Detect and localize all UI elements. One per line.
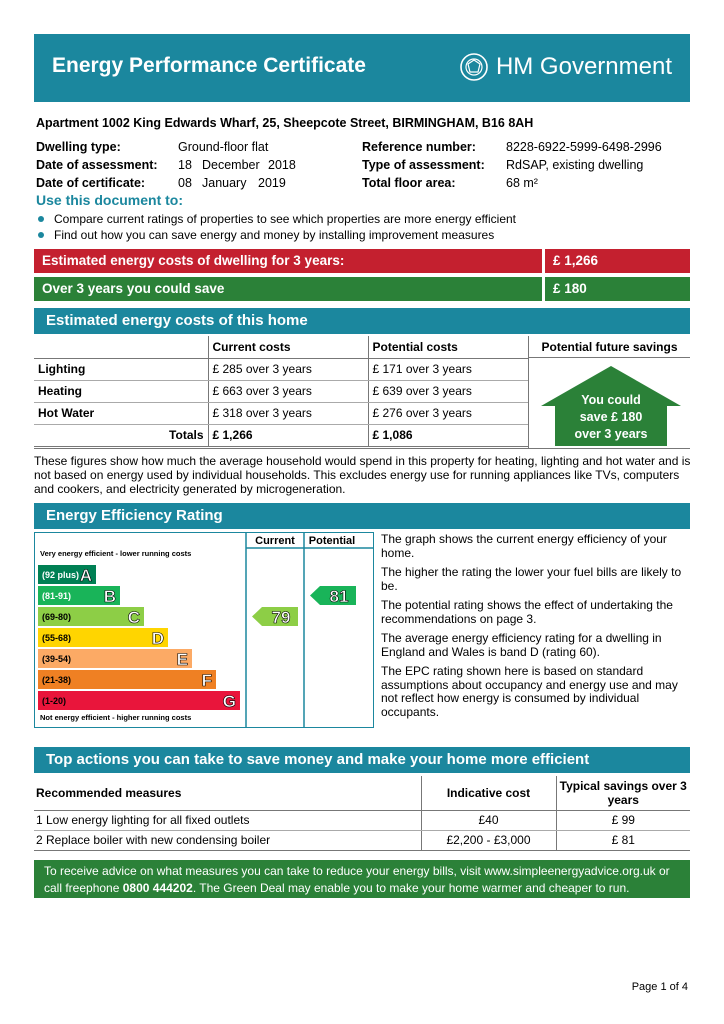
band-range-label: (39-54) bbox=[42, 654, 72, 664]
savings-line: You could bbox=[581, 393, 641, 407]
savings-value: £ 180 bbox=[542, 277, 690, 301]
hm-government-logo bbox=[458, 52, 672, 82]
band-letter: A bbox=[79, 566, 92, 585]
table-header: Current costs bbox=[208, 336, 368, 358]
date-day: 18 bbox=[178, 158, 192, 172]
band-letter: F bbox=[201, 671, 212, 690]
detail-row bbox=[36, 174, 296, 192]
row-label: Heating bbox=[34, 380, 208, 402]
detail-label: Date of assessment: bbox=[36, 158, 158, 172]
costs-section-heading: Estimated energy costs of this home bbox=[34, 308, 690, 334]
current-cost-cell: £ 663 over 3 years bbox=[208, 380, 368, 402]
rating-paragraph: The higher the rating the lower your fuel bills are likely to be. bbox=[381, 565, 682, 593]
freephone-number: 0800 444202 bbox=[122, 881, 193, 895]
band-range-label: (1-20) bbox=[42, 696, 67, 706]
date-day: 08 bbox=[178, 176, 192, 190]
current-cost-cell: £ 318 over 3 years bbox=[208, 402, 368, 424]
savings-line: save £ 180 bbox=[579, 410, 643, 424]
table-row bbox=[34, 810, 690, 830]
rating-band-g bbox=[38, 691, 240, 710]
potential-savings-panel bbox=[528, 336, 690, 448]
reference-number-value: 8228-6922-5999-6498-2996 bbox=[506, 140, 662, 154]
costs-explanation: These figures show how much the average household would spend in this property for heating, lighting and hot water and is not based on energy used by individual households. This excludes energy use for running appliances like TVs, computers and cookers, and electricity generated by microgeneration. bbox=[34, 454, 691, 496]
table-header: Indicative cost bbox=[421, 776, 556, 810]
advice-text: . The Green Deal may enable you to make your home warmer and cheaper to run. bbox=[192, 881, 630, 895]
table-row bbox=[34, 402, 528, 424]
header-banner bbox=[34, 34, 690, 102]
potential-rating-value: 81 bbox=[329, 587, 349, 606]
current-rating-value: 79 bbox=[271, 608, 291, 627]
potential-cost-cell: £ 639 over 3 years bbox=[368, 380, 528, 402]
cost-cell: £2,200 - £3,000 bbox=[421, 830, 556, 850]
cost-cell: £40 bbox=[421, 810, 556, 830]
detail-label: Total floor area: bbox=[362, 176, 456, 190]
band-letter: C bbox=[127, 608, 140, 627]
use-document-heading: Use this document to: bbox=[36, 192, 184, 208]
crest-icon bbox=[458, 52, 490, 82]
rating-graph bbox=[34, 532, 374, 728]
current-column-header: Current bbox=[255, 535, 295, 547]
savings-label: Over 3 years you could save bbox=[42, 281, 225, 296]
rating-section-heading: Energy Efficiency Rating bbox=[34, 503, 690, 529]
estimated-cost-value: £ 1,266 bbox=[542, 249, 690, 273]
table-row bbox=[34, 380, 528, 402]
detail-row bbox=[36, 156, 296, 174]
band-range-label: (92 plus) bbox=[42, 570, 80, 580]
date-year: 2018 bbox=[268, 158, 296, 172]
rating-paragraph: The potential rating shows the effect of undertaking the recommendations on page 3. bbox=[381, 598, 673, 626]
advice-line: To receive advice on what measures you can take to reduce your energy bills, visit www.simpleenergyadvice.org.uk or bbox=[44, 864, 670, 878]
document-title: Energy Performance Certificate bbox=[52, 54, 366, 77]
table-row bbox=[34, 830, 690, 850]
detail-label: Date of certificate: bbox=[36, 176, 146, 190]
current-cost-cell: £ 285 over 3 years bbox=[208, 358, 368, 380]
band-range-label: (55-68) bbox=[42, 633, 72, 643]
energy-costs-table bbox=[34, 336, 528, 447]
band-letter: E bbox=[176, 650, 188, 669]
details-left bbox=[36, 138, 296, 192]
band-letter: B bbox=[103, 587, 116, 606]
detail-row bbox=[362, 174, 662, 192]
use-document-list bbox=[36, 211, 516, 243]
list-item: Compare current ratings of properties to see which properties are more energy efficient bbox=[36, 211, 516, 227]
assessment-date bbox=[178, 156, 296, 174]
date-month: December bbox=[202, 158, 260, 172]
band-letter: G bbox=[222, 692, 236, 711]
floor-area-value: 68 m² bbox=[506, 176, 538, 190]
certificate-date bbox=[178, 174, 286, 192]
table-row bbox=[34, 358, 528, 380]
estimated-cost-bar bbox=[34, 249, 690, 273]
rating-paragraph: The EPC rating shown here is based on standard assumptions about occupancy and energy use and may not reflect how energy is consumed by individual occupants. bbox=[381, 664, 678, 719]
date-month: January bbox=[202, 176, 247, 190]
savings-bar bbox=[34, 277, 690, 301]
dwelling-type-value: Ground-floor flat bbox=[178, 140, 269, 154]
inefficient-caption: Not energy efficient - higher running costs bbox=[40, 713, 192, 722]
divider bbox=[34, 448, 690, 449]
current-total-cell: £ 1,266 bbox=[208, 424, 368, 446]
rating-explanation bbox=[381, 533, 691, 725]
totals-row bbox=[34, 424, 528, 446]
row-label: Lighting bbox=[34, 358, 208, 380]
band-letter: D bbox=[151, 629, 164, 648]
detail-row bbox=[36, 138, 296, 156]
advice-text: call freephone bbox=[44, 881, 123, 895]
table-header-row bbox=[34, 776, 690, 810]
band-range-label: (81-91) bbox=[42, 591, 72, 601]
savings-line: over 3 years bbox=[574, 427, 648, 441]
estimated-cost-label: Estimated energy costs of dwelling for 3 years: bbox=[42, 253, 345, 268]
assessment-type-value: RdSAP, existing dwelling bbox=[506, 158, 644, 172]
savings-callout bbox=[555, 392, 667, 443]
property-address: Apartment 1002 King Edwards Wharf, 25, Sheepcote Street, BIRMINGHAM, B16 8AH bbox=[36, 116, 534, 130]
potential-total-cell: £ 1,086 bbox=[368, 424, 528, 446]
band-range-label: (69-80) bbox=[42, 612, 72, 622]
detail-label: Dwelling type: bbox=[36, 140, 121, 154]
table-header bbox=[34, 336, 208, 358]
table-header: Potential future savings bbox=[529, 336, 690, 358]
actions-section-heading: Top actions you can take to save money and make your home more efficient bbox=[34, 747, 690, 773]
potential-cost-cell: £ 171 over 3 years bbox=[368, 358, 528, 380]
band-range-label: (21-38) bbox=[42, 675, 72, 685]
recommended-actions-table bbox=[34, 776, 690, 851]
advice-line bbox=[44, 880, 690, 897]
date-year: 2019 bbox=[258, 176, 286, 190]
table-header: Potential costs bbox=[368, 336, 528, 358]
page-number: Page 1 of 4 bbox=[631, 981, 688, 993]
detail-label: Reference number: bbox=[362, 140, 476, 154]
energy-rating-chart bbox=[34, 532, 374, 728]
brand-text: HM Government bbox=[495, 53, 672, 80]
row-label: Hot Water bbox=[34, 402, 208, 424]
table-header: Typical savings over 3 years bbox=[556, 776, 690, 810]
efficient-caption: Very energy efficient - lower running costs bbox=[40, 549, 192, 558]
saving-cell: £ 81 bbox=[556, 830, 690, 850]
potential-cost-cell: £ 276 over 3 years bbox=[368, 402, 528, 424]
detail-row bbox=[362, 138, 662, 156]
rating-paragraph: The graph shows the current energy efficiency of your home. bbox=[381, 532, 667, 560]
table-header: Recommended measures bbox=[34, 776, 421, 810]
measure-cell: 2 Replace boiler with new condensing boiler bbox=[34, 830, 421, 850]
measure-cell: 1 Low energy lighting for all fixed outlets bbox=[34, 810, 421, 830]
detail-label: Type of assessment: bbox=[362, 158, 485, 172]
totals-label: Totals bbox=[34, 424, 208, 446]
detail-row bbox=[362, 156, 662, 174]
list-item: Find out how you can save energy and money by installing improvement measures bbox=[36, 227, 516, 243]
advice-box bbox=[34, 860, 690, 898]
potential-column-header: Potential bbox=[308, 535, 356, 547]
details-right bbox=[362, 138, 662, 192]
rating-paragraph: The average energy efficiency rating for a dwelling in England and Wales is band D (rating 60). bbox=[381, 631, 662, 659]
saving-cell: £ 99 bbox=[556, 810, 690, 830]
table-header-row bbox=[34, 336, 528, 358]
